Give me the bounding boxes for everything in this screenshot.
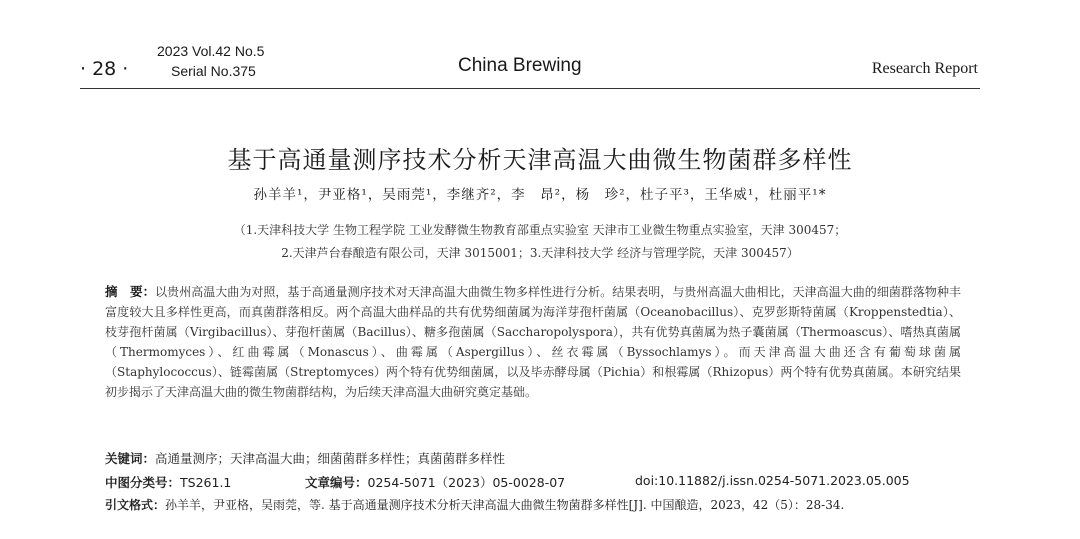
article-title: 基于高通量测序技术分析天津高温大曲微生物菌群多样性 <box>227 146 853 174</box>
doi[interactable]: doi:10.11882/j.issn.0254-5071.2023.05.005 <box>635 473 910 488</box>
page-number: · 28 · <box>80 58 129 80</box>
citation-label: 引文格式： <box>105 498 166 512</box>
citation-text: 孙羊羊，尹亚格，吴雨莞，等. 基于高通量测序技术分析天津高温大曲微生物菌群多样性[J]. 中国酿造，2023，42（5）：28-34. <box>165 498 845 512</box>
page-header <box>0 0 1080 90</box>
serial-label: Serial No.375 <box>171 63 256 79</box>
volume-label: 2023 Vol.42 No.5 <box>157 43 265 59</box>
keywords <box>105 449 505 467</box>
keywords-text: 高通量测序；天津高温大曲；细菌菌群多样性；真菌菌群多样性 <box>155 451 506 466</box>
abstract <box>105 282 961 402</box>
affiliation-line-2: 2.天津芦台春酿造有限公司，天津 3015001；3.天津科技大学 经济与管理学院，天津 300457） <box>281 246 799 260</box>
issue-info <box>157 41 264 81</box>
abstract-text: 以贵州高温大曲为对照，基于高通量测序技术对天津高温大曲微生物多样性进行分析。结果表明，与贵州高温大曲相比，天津高温大曲的细菌群落物种丰富度较大且多样性更高，而真菌群落相反。两个高温大曲样品的共有优势细菌属为海洋芽孢杆菌属（Oceanobacillus）、克罗彭斯特菌属（Kroppenstedtia）、枝芽孢杆菌属（Virgibacillus）、芽孢杆菌属（Bacillus）、糖多孢菌属（Saccharopolyspora），共有优势真菌属为热子囊菌属（Thermoascus）、嗜热真菌属（Thermomyces）、红曲霉属（Monascus）、曲霉属（Aspergillus）、丝衣霉属（Byssochlamys）。而天津高温大曲还含有葡萄球菌属（Staphylococcus）、链霉菌属（Streptomyces）两个特有优势细菌属，以及毕赤酵母属（Pichia）和根霉属（Rhizopus）两个特有优势真菌属。本研究结果初步揭示了天津高温大曲的微生物菌群结构，为后续天津高温大曲研究奠定基础。 <box>105 285 961 399</box>
section-label: Research Report <box>871 60 978 77</box>
clc-number <box>105 473 231 491</box>
keywords-label: 关键词： <box>105 451 156 466</box>
article-value: 0254-5071（2023）05-0028-07 <box>367 475 566 490</box>
abstract-label: 摘 要： <box>105 284 156 299</box>
clc-value: TS261.1 <box>180 475 232 490</box>
article-number <box>305 473 565 491</box>
article-label: 文章编号： <box>305 475 368 490</box>
author-list: 孙羊羊¹，尹亚格¹，吴雨莞¹，李继齐²，李 昂²，杨 珍²，杜子平³，王华威¹，杜丽平¹* <box>253 187 827 203</box>
header-rule <box>80 88 980 89</box>
clc-label: 中图分类号： <box>105 475 181 490</box>
citation <box>105 496 844 513</box>
affiliation-line-1: （1.天津科技大学 生物工程学院 工业发酵微生物教育部重点实验室 天津市工业微生物重点实验室，天津 300457； <box>233 223 847 237</box>
journal-name: China Brewing <box>458 55 582 76</box>
